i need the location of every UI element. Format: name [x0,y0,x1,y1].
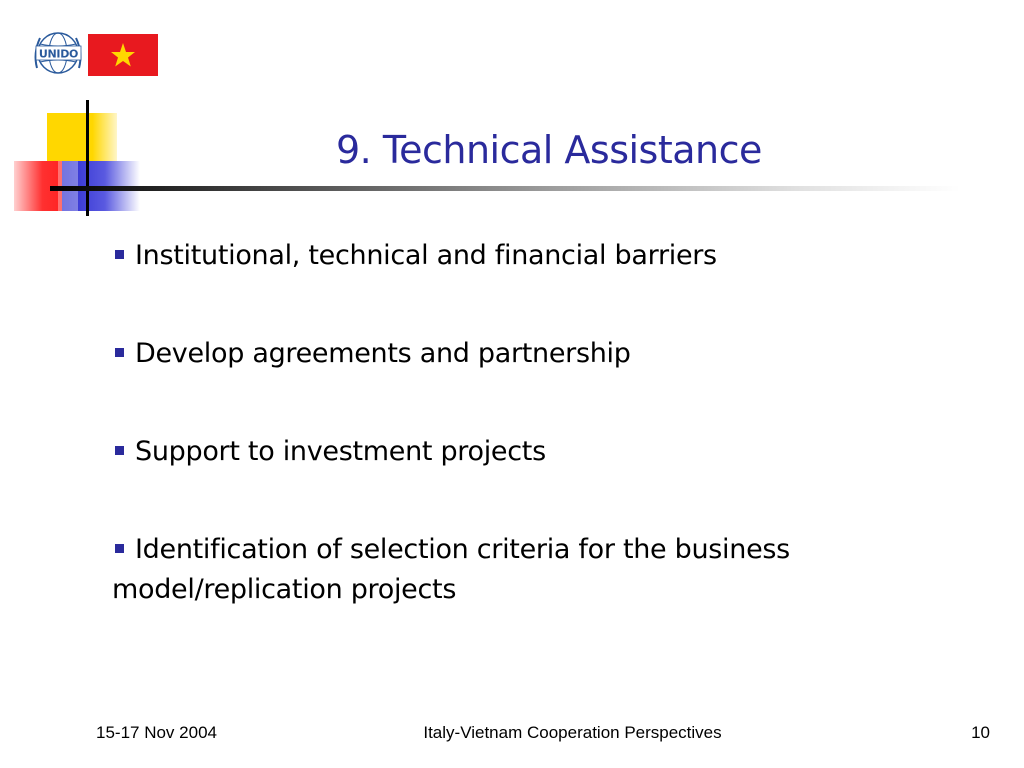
bullet-square-icon [115,250,124,259]
bullet-square-icon [115,446,124,455]
footer-title: Italy-Vietnam Cooperation Perspectives [423,723,722,742]
bullet-text: Institutional, technical and financial barriers [135,240,717,271]
footer-date: 15-17 Nov 2004 [96,723,217,742]
bullet-item [112,334,902,374]
slide-number: 10 [971,723,990,742]
bullet-square-icon [115,348,124,357]
bullet-text: Identification of selection criteria for the business model/replication projects [112,534,790,605]
svg-text:UNIDO: UNIDO [38,47,79,61]
bullet-item [112,236,902,276]
bullet-text: Support to investment projects [135,436,546,467]
slide-title: 9. Technical Assistance [336,128,762,172]
bullet-square-icon [115,544,124,553]
bullet-text: Develop agreements and partnership [135,338,631,369]
bullet-item [112,432,902,472]
bullet-item [112,530,902,610]
title-underline [50,186,960,191]
decorative-squares-graphic [0,0,150,230]
